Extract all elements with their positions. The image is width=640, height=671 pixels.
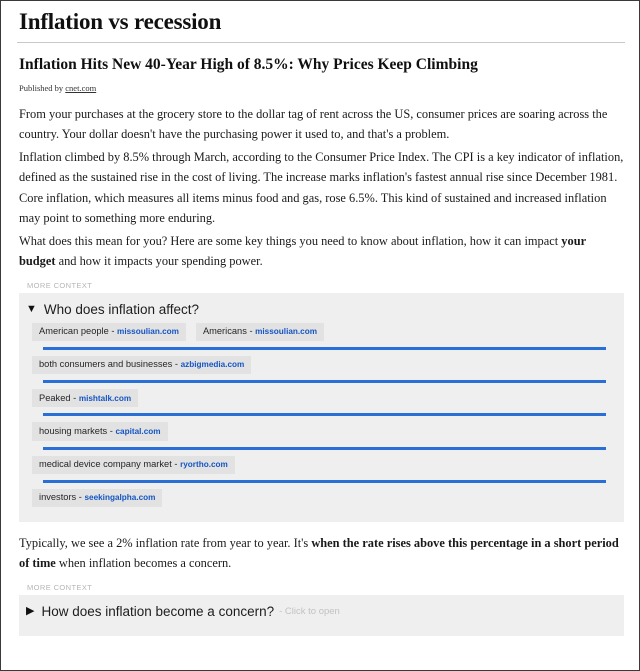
chip-source-link[interactable]: ryortho.com — [180, 460, 228, 470]
chip-separator: - — [108, 326, 118, 337]
body-text: and how it impacts your spending power. — [55, 254, 263, 269]
triangle-down-icon[interactable]: ▼ — [26, 302, 37, 315]
answer-row — [19, 386, 624, 407]
paragraph-p1 — [19, 104, 625, 145]
answer-row — [19, 353, 624, 374]
answer-chip[interactable] — [196, 323, 324, 341]
emphasis-text: when the rate rises above this percentage in a short period of time — [19, 535, 619, 571]
page-title: Inflation vs recession — [19, 9, 222, 34]
row-spacer — [19, 507, 624, 514]
chip-separator: - — [70, 392, 79, 403]
accordion-answers-1 — [19, 320, 624, 514]
published-prefix: Published by — [19, 82, 66, 93]
answer-row — [19, 419, 624, 440]
chip-group — [32, 456, 624, 474]
answer-row — [19, 320, 624, 341]
chip-separator: - — [107, 425, 116, 436]
confidence-bar — [43, 447, 606, 450]
chip-group — [32, 389, 624, 407]
more-context-label-2: MORE CONTEXT — [27, 582, 93, 592]
chip-group — [32, 422, 624, 440]
chip-source-link[interactable]: azbigmedia.com — [180, 360, 245, 370]
answer-chip[interactable] — [32, 489, 162, 507]
article-body — [17, 104, 625, 272]
chip-answer-text: medical device company market — [39, 459, 172, 470]
accordion-header-2[interactable] — [19, 601, 624, 622]
confidence-bar-container — [19, 374, 624, 386]
answer-chip[interactable] — [32, 456, 235, 474]
chip-separator: - — [76, 492, 85, 503]
article-headline: Inflation Hits New 40-Year High of 8.5%: Why Prices Keep Climbing — [19, 56, 478, 74]
confidence-bar-container — [19, 474, 624, 486]
chip-source-link[interactable]: mishtalk.com — [78, 393, 132, 403]
body-text: Typically, we see a 2% inflation rate from year to year. It's — [19, 535, 312, 550]
chip-source-link[interactable]: missoulian.com — [117, 327, 179, 337]
accordion-question-2: How does inflation become a concern? — [41, 603, 275, 619]
answer-row — [19, 486, 624, 507]
triangle-right-icon[interactable]: ▶ — [26, 604, 35, 617]
confidence-bar-container — [19, 441, 624, 453]
chip-answer-text: Americans — [202, 326, 247, 337]
answer-chip[interactable] — [32, 422, 168, 440]
answer-row — [19, 453, 624, 474]
body-text: From your purchases at the grocery store to the dollar tag of rent across the US, consumer prices are soaring across the country. Your dollar doesn't have the purchasing power it used to, and that's a problem. — [19, 106, 608, 142]
chip-answer-text: American people — [39, 326, 109, 337]
chip-group — [32, 489, 624, 507]
answer-chip[interactable] — [32, 389, 138, 407]
chip-separator: - — [172, 359, 181, 370]
body-text: when inflation becomes a concern. — [55, 556, 232, 571]
emphasis-text: your budget — [19, 233, 586, 269]
chip-separator: - — [246, 326, 256, 337]
confidence-bar — [43, 480, 606, 483]
accordion-header-1[interactable] — [19, 299, 624, 320]
closing-paragraph — [19, 533, 625, 574]
paragraph-p3 — [19, 231, 625, 272]
title-divider — [17, 42, 625, 43]
answer-chip[interactable] — [32, 323, 186, 341]
answer-chip[interactable] — [32, 356, 251, 374]
chip-group — [32, 323, 624, 341]
chip-answer-text: Peaked — [39, 392, 71, 403]
chip-source-link[interactable]: missoulian.com — [255, 327, 318, 337]
chip-separator: - — [171, 459, 181, 470]
confidence-bar-container — [19, 407, 624, 419]
body-text: What does this mean for you? Here are some key things you need to know about inflation, how it can impact — [19, 233, 562, 248]
published-byline — [19, 83, 625, 93]
accordion-question-1: Who does inflation affect? — [43, 301, 199, 317]
confidence-bar — [43, 347, 606, 350]
chip-group — [32, 356, 624, 374]
paragraph-p2 — [19, 147, 625, 229]
body-text: Inflation climbed by 8.5% through March, according to the Consumer Price Index. The CPI is a key indicator of inflation, defined as the sustained rise in the cost of living. The increase marks inflation's fastest annual rise since December 1981. Core inflation, which measures all items minus food and gas, rose 6.5%. This kind of sustained and increased inflation may point to something more enduring. — [19, 149, 624, 226]
chip-answer-text: housing markets — [39, 425, 108, 436]
chip-source-link[interactable]: capital.com — [115, 426, 161, 436]
confidence-bar — [43, 413, 606, 416]
publisher-link[interactable]: cnet.com — [65, 82, 97, 93]
confidence-bar — [43, 380, 606, 383]
chip-source-link[interactable]: seekingalpha.com — [84, 493, 156, 503]
chip-answer-text: both consumers and businesses — [39, 359, 173, 370]
accordion-who-does-inflation-affect[interactable] — [19, 293, 624, 522]
accordion-hint-2: - Click to open — [279, 605, 340, 617]
confidence-bar-container — [19, 341, 624, 353]
accordion-how-does-inflation-become-a-concern[interactable] — [19, 595, 624, 636]
chip-answer-text: investors — [39, 492, 77, 503]
more-context-label-1: MORE CONTEXT — [27, 280, 93, 290]
